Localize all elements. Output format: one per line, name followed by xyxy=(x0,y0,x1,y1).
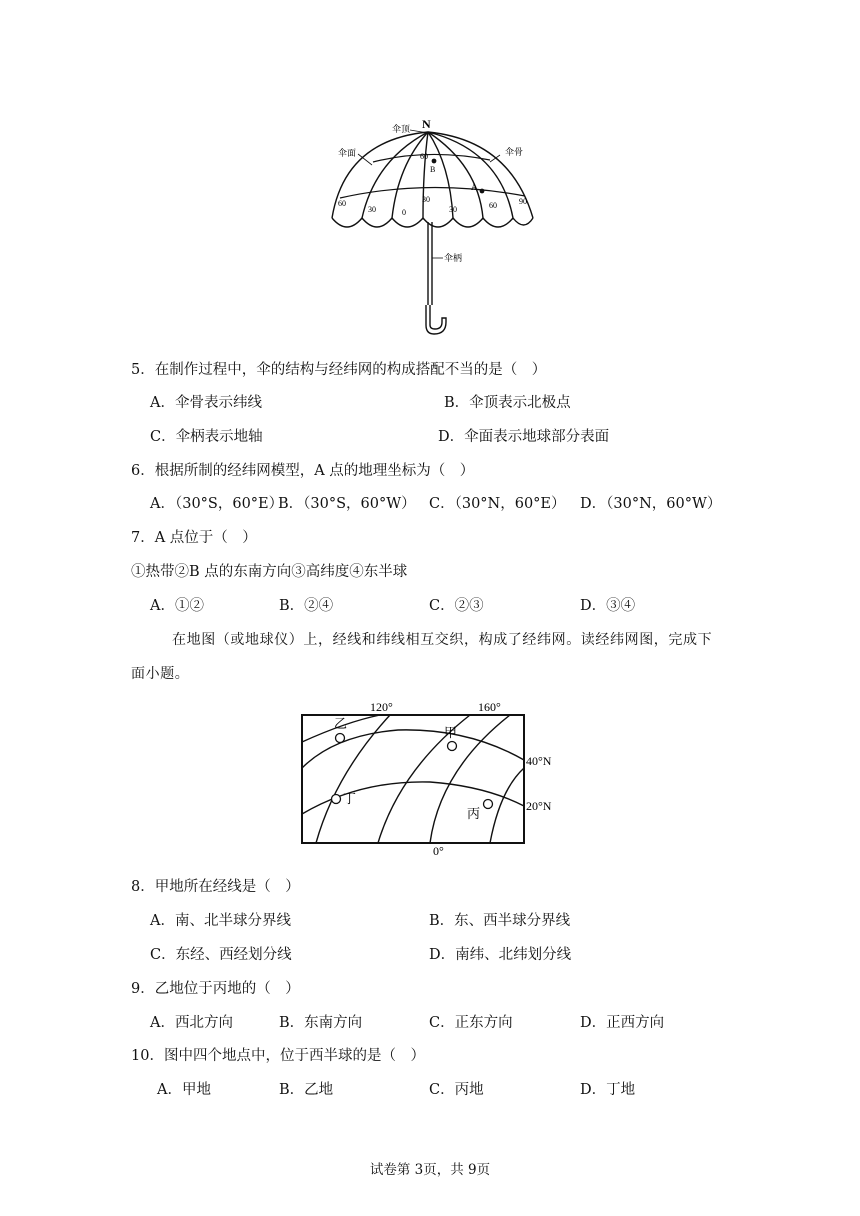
label-point-b: B xyxy=(430,165,436,174)
label-lon-0: 0 xyxy=(402,208,406,217)
question-9-option-c[interactable]: C．正东方向 xyxy=(429,1015,513,1031)
label-north: N xyxy=(422,117,431,131)
question-7-stem: 7．A 点位于（ ） xyxy=(131,530,257,546)
point-b-marker xyxy=(432,159,437,164)
question-5-option-a[interactable]: A．伞骨表示纬线 xyxy=(150,395,262,411)
point-jia-label: 甲 xyxy=(444,725,458,740)
question-8-option-c[interactable]: C．东经、西经划分线 xyxy=(150,947,292,963)
point-ding-label: 丁 xyxy=(343,791,357,806)
label-lat-30: 30 xyxy=(422,195,430,204)
label-lat-60: 60 xyxy=(420,152,428,161)
lon-label-120: 120° xyxy=(370,700,393,714)
question-10-option-c[interactable]: C．丙地 xyxy=(429,1082,484,1098)
lon-label-0: 0° xyxy=(433,844,444,858)
label-lon-60e: 60 xyxy=(489,201,497,210)
question-5-option-c[interactable]: C．伞柄表示地轴 xyxy=(150,429,263,445)
lon-label-160: 160° xyxy=(478,700,501,714)
point-jia-marker xyxy=(448,742,457,751)
question-10-stem: 10．图中四个地点中，位于西半球的是（ ） xyxy=(131,1048,425,1064)
question-9-option-d[interactable]: D．正西方向 xyxy=(580,1015,665,1031)
question-10-option-a[interactable]: A．甲地 xyxy=(157,1082,211,1098)
intro-line-1: 在地图（或地球仪）上，经线和纬线相互交织，构成了经纬网。读经纬网图，完成下 xyxy=(172,632,713,648)
lat-label-20n: 20°N xyxy=(526,799,552,813)
point-ding-marker xyxy=(332,795,341,804)
question-9-stem: 9．乙地位于丙地的（ ） xyxy=(131,981,300,997)
question-8-option-d[interactable]: D．南纬、北纬划分线 xyxy=(429,947,572,963)
question-9-option-b[interactable]: B．东南方向 xyxy=(279,1015,363,1031)
label-umbrella-rib: 伞骨 xyxy=(505,147,524,157)
label-lon-30e: 30 xyxy=(449,205,457,214)
label-umbrella-canopy: 伞面 xyxy=(338,148,357,158)
question-6-stem: 6．根据所制的经纬网模型，A 点的地理坐标为（ ） xyxy=(131,463,475,479)
question-8-option-b[interactable]: B．东、西半球分界线 xyxy=(429,913,571,929)
question-5-option-d[interactable]: D．伞面表示地球部分表面 xyxy=(438,429,610,445)
question-7-substem: ①热带②B 点的东南方向③高纬度④东半球 xyxy=(131,564,408,580)
graticule-map xyxy=(295,695,565,860)
point-a-marker xyxy=(480,189,485,194)
label-lon-90e: 90 xyxy=(519,197,527,206)
question-7-option-c[interactable]: C．②③ xyxy=(429,598,484,614)
label-umbrella-top: 伞顶 xyxy=(392,124,411,134)
page-footer: 试卷第 3页，共 9页 xyxy=(369,1162,491,1178)
point-bing-marker xyxy=(484,800,493,809)
question-8-stem: 8．甲地所在经线是（ ） xyxy=(131,879,300,895)
umbrella-figure xyxy=(320,110,550,350)
label-umbrella-handle: 伞柄 xyxy=(444,253,463,263)
intro-line-2: 面小题。 xyxy=(131,666,190,682)
question-7-option-d[interactable]: D．③④ xyxy=(580,598,636,614)
question-6-option-a[interactable]: A．（30°S，60°E） xyxy=(150,496,284,512)
label-lon-30w: 30 xyxy=(368,205,376,214)
point-yi-label: 乙 xyxy=(334,716,348,731)
question-8-option-a[interactable]: A．南、北半球分界线 xyxy=(150,913,291,929)
question-10-option-d[interactable]: D．丁地 xyxy=(580,1082,636,1098)
question-6-option-c[interactable]: C．（30°N，60°E） xyxy=(429,496,566,512)
question-6-option-d[interactable]: D．（30°N，60°W） xyxy=(580,496,722,512)
point-yi-marker xyxy=(336,734,345,743)
point-bing-label: 丙 xyxy=(467,806,481,821)
question-9-option-a[interactable]: A．西北方向 xyxy=(150,1015,233,1031)
label-point-a: A xyxy=(471,182,478,192)
question-6-option-b[interactable]: B．（30°S，60°W） xyxy=(278,496,416,512)
question-7-option-b[interactable]: B．②④ xyxy=(279,598,334,614)
question-7-option-a[interactable]: A．①② xyxy=(150,598,204,614)
question-10-option-b[interactable]: B．乙地 xyxy=(279,1082,334,1098)
lat-label-40n: 40°N xyxy=(526,754,552,768)
question-5-stem: 5．在制作过程中，伞的结构与经纬网的构成搭配不当的是（ ） xyxy=(131,362,547,378)
question-5-option-b[interactable]: B．伞顶表示北极点 xyxy=(444,395,571,411)
label-lon-60w: 60 xyxy=(338,199,346,208)
